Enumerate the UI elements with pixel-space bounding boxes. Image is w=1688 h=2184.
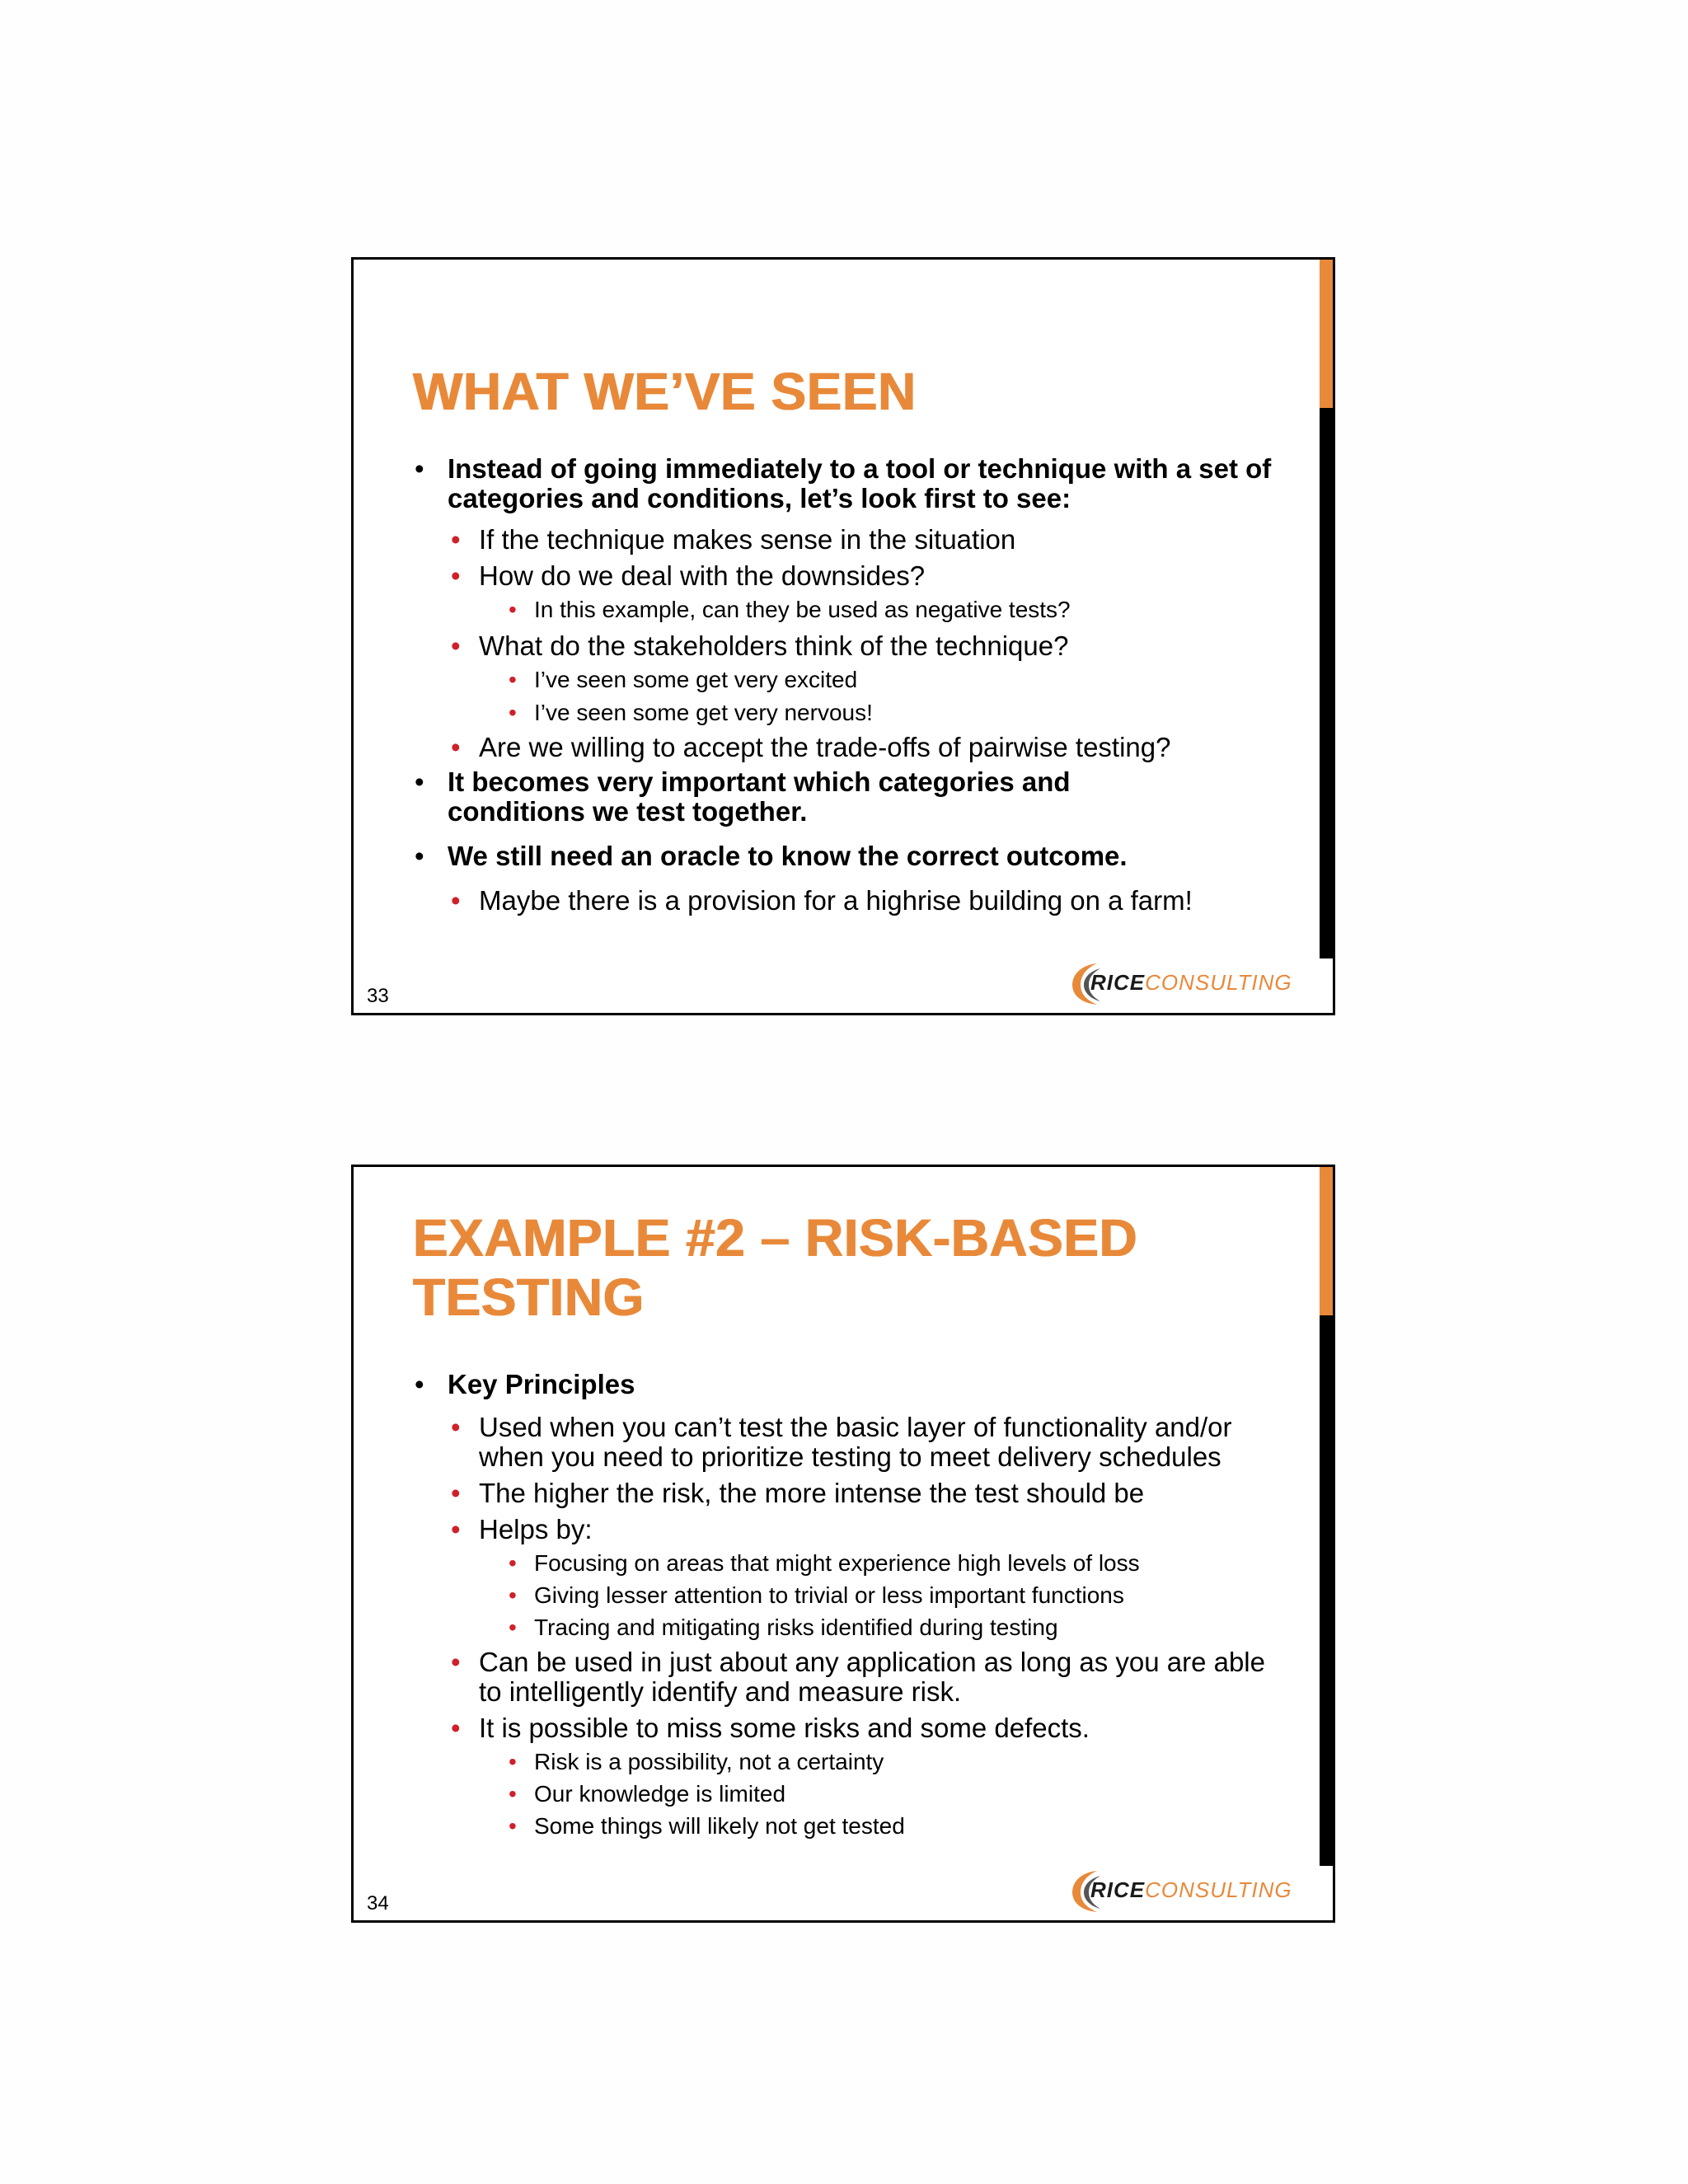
bullet-dot: • — [451, 885, 461, 916]
bullet-dot: • — [509, 1550, 517, 1576]
sub-bullet-item — [410, 525, 1283, 555]
bullet-dot: • — [451, 1412, 461, 1442]
bullet-dot: • — [451, 630, 461, 661]
bullet-dot: • — [509, 667, 517, 692]
bullet-text: Used when you can’t test the basic layer of functionality and/or when you need to prioritize testing to meet delivery schedules — [479, 1412, 1232, 1472]
sub-bullet-item — [410, 886, 1283, 916]
bullet-text: It is possible to miss some risks and some defects. — [479, 1713, 1090, 1743]
bullet-text: We still need an oracle to know the correct outcome. — [448, 841, 1128, 871]
bullet-dot: • — [451, 560, 461, 591]
slide-side-bar — [1320, 260, 1333, 958]
bullet-dot: • — [415, 1369, 424, 1399]
bullet-text: Risk is a possibility, not a certainty — [534, 1749, 884, 1774]
slide-side-bar — [1320, 1167, 1333, 1866]
sub-sub-bullet-item — [410, 1812, 1283, 1840]
bullet-dot: • — [451, 1478, 461, 1508]
rice-consulting-logo — [1069, 1868, 1308, 1914]
bullet-text: The higher the risk, the more intense the test should be — [479, 1478, 1145, 1508]
bullet-dot: • — [509, 1749, 517, 1774]
bullet-dot: • — [509, 1813, 517, 1839]
logo-text-rice: RICE — [1090, 1877, 1146, 1902]
slide-title: WHAT WE’VE SEEN — [413, 362, 917, 421]
slide-content — [410, 1370, 1283, 1840]
bullet-text: Giving lesser attention to trivial or less important functions — [534, 1582, 1124, 1608]
bullet-text: Maybe there is a provision for a highrise building on a farm! — [479, 885, 1193, 916]
sub-bullet-item — [410, 1647, 1283, 1707]
bullet-dot: • — [415, 453, 424, 484]
sub-sub-bullet-item — [410, 1582, 1283, 1609]
bullet-dot: • — [509, 1781, 517, 1807]
logo-text — [1090, 1877, 1292, 1903]
bullet-item — [410, 454, 1283, 513]
bullet-dot: • — [451, 1514, 461, 1544]
bullet-text: Some things will likely not get tested — [534, 1813, 905, 1839]
bullet-text: Tracing and mitigating risks identified during testing — [534, 1615, 1058, 1640]
bullet-text: Focusing on areas that might experience high levels of loss — [534, 1550, 1140, 1576]
rice-consulting-logo — [1069, 960, 1308, 1006]
bullet-item — [410, 1370, 1283, 1399]
slide-side-bar-accent — [1320, 260, 1333, 408]
bullet-list — [410, 1370, 1283, 1840]
sub-bullet-item — [410, 1515, 1283, 1544]
logo-text-consulting: CONSULTING — [1145, 1877, 1292, 1902]
sub-sub-bullet-item — [410, 596, 1283, 623]
slide-34 — [351, 1165, 1335, 1923]
bullet-dot: • — [451, 524, 461, 555]
bullet-item — [410, 767, 1283, 827]
bullet-dot: • — [415, 841, 424, 871]
bullet-text: What do the stakeholders think of the technique? — [479, 630, 1069, 661]
bullet-text: Can be used in just about any application as long as you are able to intelligently identify and measure risk. — [479, 1647, 1265, 1707]
bullet-dot: • — [509, 597, 517, 622]
sub-sub-bullet-item — [410, 1780, 1283, 1807]
sub-sub-bullet-item — [410, 1549, 1283, 1577]
bullet-list — [410, 454, 1283, 916]
bullet-dot: • — [451, 1647, 461, 1677]
page-number: 34 — [367, 1892, 389, 1915]
logo-text-consulting: CONSULTING — [1145, 970, 1292, 995]
bullet-dot: • — [509, 1615, 517, 1640]
sub-sub-bullet-item — [410, 1748, 1283, 1775]
bullet-text: Helps by: — [479, 1514, 593, 1544]
sub-bullet-item — [410, 1413, 1283, 1472]
bullet-text: It becomes very important which categories and conditions we test together. — [448, 766, 1071, 827]
sub-sub-bullet-item — [410, 1614, 1283, 1641]
bullet-text: Key Principles — [448, 1369, 635, 1399]
bullet-text: In this example, can they be used as negative tests? — [534, 597, 1071, 622]
slide-side-bar-accent — [1320, 1167, 1333, 1315]
bullet-text: How do we deal with the downsides? — [479, 560, 926, 591]
logo-text-rice: RICE — [1090, 970, 1146, 995]
slide-content — [410, 454, 1283, 916]
sub-bullet-item — [410, 1479, 1283, 1508]
bullet-text: If the technique makes sense in the situation — [479, 524, 1016, 555]
bullet-item — [410, 841, 1283, 871]
bullet-text: Are we willing to accept the trade-offs of pairwise testing? — [479, 732, 1171, 762]
sub-bullet-item — [410, 561, 1283, 591]
sub-sub-bullet-item — [410, 666, 1283, 693]
bullet-text: I’ve seen some get very nervous! — [534, 700, 873, 725]
bullet-text: Our knowledge is limited — [534, 1781, 786, 1807]
page-number: 33 — [367, 985, 389, 1007]
bullet-text: I’ve seen some get very excited — [534, 667, 858, 692]
bullet-dot: • — [509, 700, 517, 725]
slide-33 — [351, 257, 1335, 1015]
sub-bullet-item — [410, 1713, 1283, 1743]
sub-sub-bullet-item — [410, 699, 1283, 726]
sub-bullet-item — [410, 631, 1283, 661]
bullet-dot: • — [451, 732, 461, 762]
bullet-dot: • — [509, 1582, 517, 1608]
bullet-dot: • — [415, 766, 424, 797]
sub-bullet-item — [410, 733, 1283, 762]
slide-title: EXAMPLE #2 – RISK-BASED TESTING — [413, 1208, 1138, 1327]
bullet-dot: • — [451, 1713, 461, 1743]
bullet-text: Instead of going immediately to a tool or technique with a set of categories and conditions, let’s look first to see: — [448, 453, 1272, 513]
logo-text — [1090, 970, 1292, 996]
